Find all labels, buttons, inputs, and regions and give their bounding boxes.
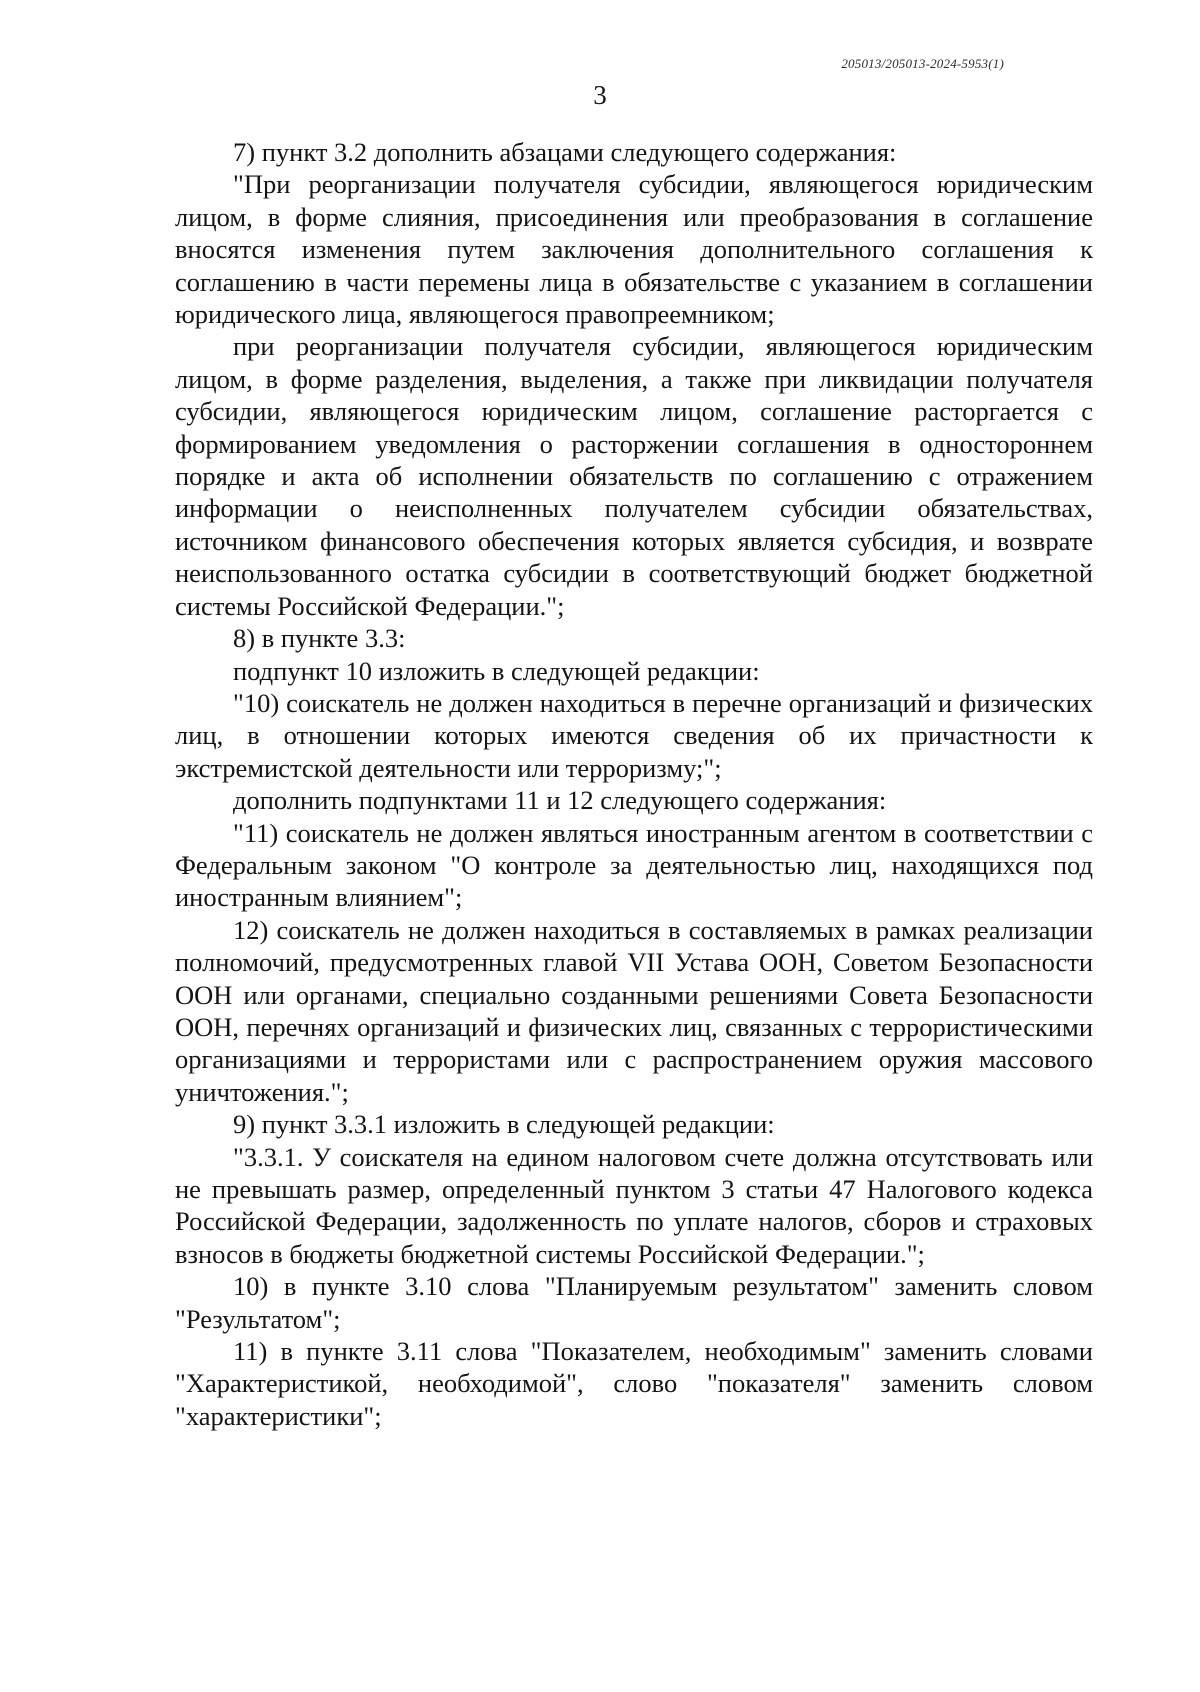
paragraph-item-8: 8) в пункте 3.3: <box>233 623 406 654</box>
paragraph-item-7: 7) пункт 3.2 дополнить абзацами следующего содержания: <box>233 137 897 167</box>
document-id: 205013/205013-2024-5953(1) <box>841 56 1004 71</box>
paragraph-item-10: 10) в пункте 3.10 слова "Планируемым результатом" заменить словом "Результатом"; <box>175 1271 1093 1334</box>
paragraph-item-3-3-1: "3.3.1. У соискателя на едином налоговом счете должна отсутствовать или не превышать размер, определенный пунктом 3 статьи 47 Налогового кодекса Российской Федерации, задолженность по уплате налогов, сборов и страховых взносов в бюджеты бюджетной системы Российской Федерации."; <box>175 1141 1093 1269</box>
paragraph-subitem-12: 12) соискатель не должен находиться в составляемых в рамках реализации полномочий, предусмотренных главой VII Устава ООН, Советом Безопасности ООН или органами, специально созданными решениями Совета Безопасности ООН, перечнях организаций и физических лиц, связанных с террористическими организациями и террористами или с распространением оружия массового уничтожения."; <box>175 914 1093 1107</box>
document-body <box>175 136 1093 1432</box>
page-number: 3 <box>593 80 607 110</box>
paragraph-subitem-10: "10) соискатель не должен находиться в перечне организаций и физических лиц, в отношении которых имеются сведения об их причастности к экстремистской деятельности или терроризму;"; <box>175 687 1093 783</box>
paragraph-reorganization-merger: "При реорганизации получателя субсидии, являющегося юридическим лицом, в форме слияния, присоединения или преобразования в соглашение вносятся изменения путем заключения дополнительного соглашения к соглашению в части перемены лица в обязательстве с указанием в соглашении юридического лица, являющегося правопреемником; <box>175 169 1093 330</box>
paragraph-subitem-10-intro: подпункт 10 изложить в следующей редакции: <box>233 655 760 686</box>
paragraph-item-9: 9) пункт 3.3.1 изложить в следующей редакции: <box>233 1109 775 1140</box>
paragraph-subitem-11: "11) соискатель не должен являться иностранным агентом в соответствии с Федеральным законом "О контроле за деятельностью лиц, находящихся под иностранным влиянием"; <box>175 817 1093 913</box>
paragraph-subitems-11-12-intro: дополнить подпунктами 11 и 12 следующего содержания: <box>233 785 887 816</box>
paragraph-reorganization-division: при реорганизации получателя субсидии, являющегося юридическим лицом, в форме разделения, выделения, а также при ликвидации получателя субсидии, являющегося юридическим лицом, соглашение расторгается с формированием уведомления о расторжении соглашения в одностороннем порядке и акта об исполнении обязательств по соглашению с отражением информации о неисполненных получателем субсидии обязательствах, источником финансового обеспечения которых является субсидия, и возврате неиспользованного остатка субсидии в соответствующий бюджет бюджетной системы Российской Федерации."; <box>175 331 1093 621</box>
paragraph-item-11: 11) в пункте 3.11 слова "Показателем, необходимым" заменить словами "Характеристикой, необходимой", слово "показателя" заменить словом "характеристики"; <box>175 1336 1093 1431</box>
